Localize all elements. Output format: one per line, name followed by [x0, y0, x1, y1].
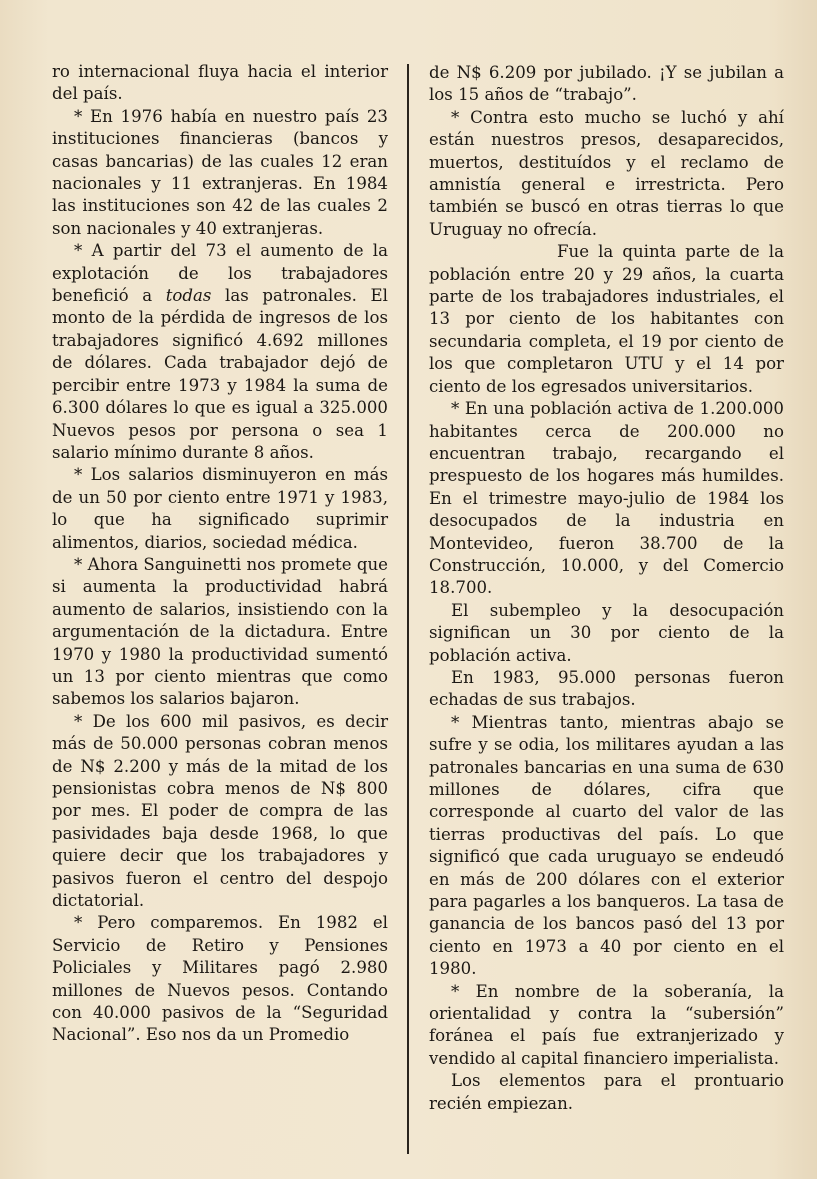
right-text-column	[429, 62, 784, 1115]
paragraph	[52, 240, 388, 464]
paragraph: Fue la quinta parte de la población entre 20 y 29 años, la cuarta parte de los trabajadores industriales, el 13 por ciento de los habitantes con secundaria completa, el 19 por ciento de los que completaron UTU y el 14 por ciento de los egresados universitarios.	[429, 242, 784, 396]
paragraph: de N$ 6.209 por jubilado. ¡Y se jubilan a los 15 años de “trabajo”.	[429, 63, 784, 105]
paragraph: * De los 600 mil pasivos, es decir más de 50.000 personas cobran menos de N$ 2.200 y más de la mitad de los pensionistas cobra menos de N$ 800 por mes. El poder de compra de las pasividades baja desde 1968, lo que quiere decir que los trabajadores y pasivos fueron el centro del despojo dictatorial.	[52, 711, 388, 911]
paragraph: El subempleo y la desocupación significan un 30 por ciento de la población activa.	[429, 600, 784, 665]
paragraph: * En una población activa de 1.200.000 habitantes cerca de 200.000 no encuentran trabajo, recargando el prespuesto de los hogares más humildes. En el trimestre mayo-julio de 1984 los desocupados de la industria en Montevideo, fueron 38.700 de la Construcción, 10.000, y del Comercio 18.700.	[429, 399, 784, 598]
paragraph: * Pero comparemos. En 1982 el Servicio de Retiro y Pensiones Policiales y Militares pagó 2.980 millones de Nuevos pesos. Contando con 40.000 pasivos de la “Seguridad Nacional”. Eso nos da un Promedio	[52, 913, 388, 1045]
left-text-column	[52, 61, 388, 1047]
paragraph: * Los salarios disminuyeron en más de un 50 por ciento entre 1971 y 1983, lo que ha significado suprimir alimentos, diarios, sociedad médica.	[52, 465, 388, 552]
column-divider	[407, 64, 409, 1154]
paragraph: * En nombre de la soberanía, la orientalidad y contra la “subersión” foránea el país fue extranjerizado y vendido al capital financiero imperialista.	[429, 981, 784, 1068]
paragraph-text: las patronales. El monto de la pérdida de ingresos de los trabajadores significó 4.692 millones de dólares. Cada trabajador dejó de percibir entre 1973 y 1984 la suma de 6.300 dólares lo que es igual a 325.000 Nuevos pesos por persona o sea 1 salario mínimo durante 8 años.	[52, 286, 388, 462]
paragraph: * Ahora Sanguinetti nos promete que si aumenta la productividad habrá aumento de salarios, insistiendo con la argumentación de la dictadura. Entre 1970 y 1980 la productividad sumentó un 13 por ciento mientras que como sabemos los salarios bajaron.	[52, 554, 388, 709]
paragraph: * Contra esto mucho se luchó y ahí están nuestros presos, desaparecidos, muertos, destituídos y el reclamo de amnistía general e irrestricta. Pero también se buscó en otras tierras lo que Uruguay no ofrecía.	[429, 107, 784, 239]
paragraph: * En 1976 había en nuestro país 23 instituciones financieras (bancos y casas bancarias) de las cuales 12 eran nacionales y 11 extranjeras. En 1984 las instituciones son 42 de las cuales 2 son nacionales y 40 extranjeras.	[52, 106, 388, 238]
emphasized-word: todas	[165, 286, 212, 306]
paragraph: En 1983, 95.000 personas fueron echadas de sus trabajos.	[429, 667, 784, 710]
paragraph-text: * A partir del 73 el aumento de la explotación de los trabajadores benefició a	[52, 241, 388, 306]
paragraph: ro internacional fluya hacia el interior del país.	[52, 62, 388, 104]
paragraph: Los elementos para el prontuario recién empiezan.	[429, 1071, 784, 1113]
paragraph: * Mientras tanto, mientras abajo se sufre y se odia, los militares ayudan a las patronales bancarias en una suma de 630 millones de dólares, cifra que corresponde al cuarto del valor de las tierras productivas del país. Lo que significó que cada uruguayo se endeudó en más de 200 dólares con el exterior para pagarles a los banqueros. La tasa de ganancia de los bancos pasó del 13 por ciento en 1973 a 40 por ciento en el 1980.	[429, 712, 784, 979]
